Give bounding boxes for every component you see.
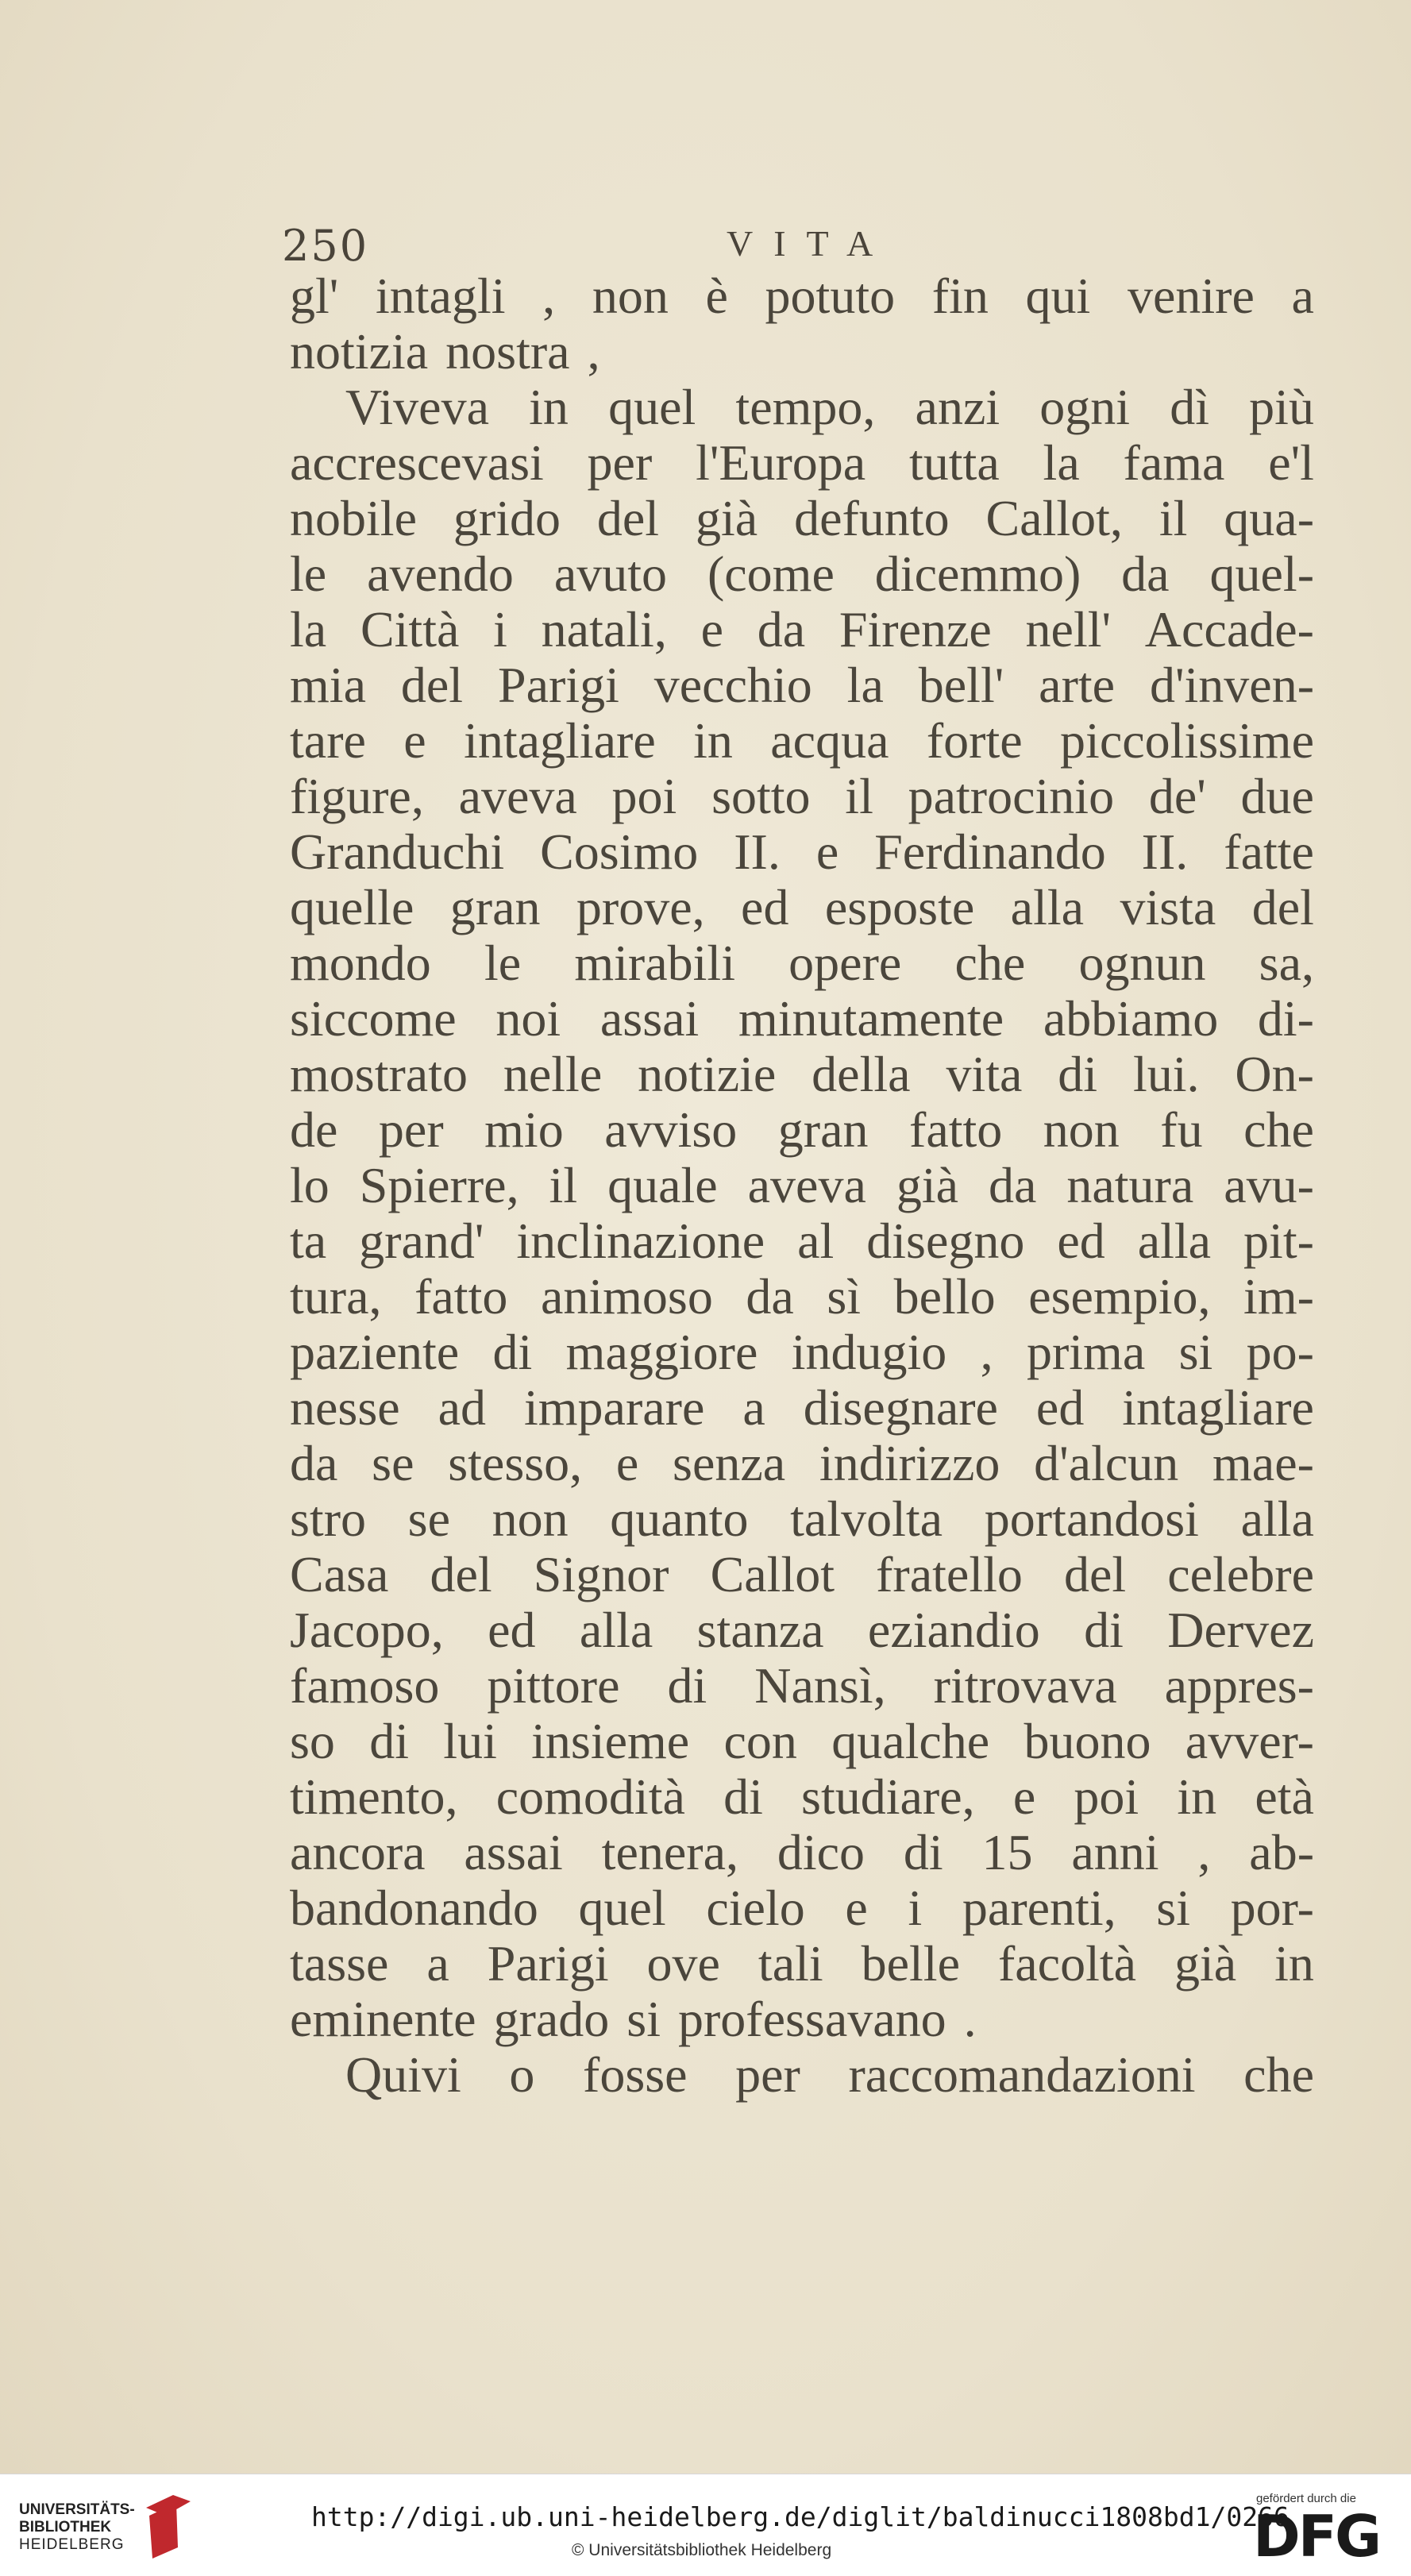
word: Callot xyxy=(710,1546,835,1602)
word: da xyxy=(757,601,806,657)
word: quel- xyxy=(1209,546,1314,602)
word: qua- xyxy=(1224,490,1314,546)
word: indugio xyxy=(791,1324,947,1380)
word: timento, xyxy=(290,1768,458,1825)
word: d'alcun xyxy=(1034,1435,1179,1491)
word: tura, xyxy=(290,1268,382,1325)
word: appres- xyxy=(1164,1657,1314,1714)
word: , xyxy=(1197,1824,1211,1880)
word: se xyxy=(407,1490,450,1547)
word: avver- xyxy=(1185,1713,1314,1769)
word: eziandio xyxy=(867,1602,1040,1658)
body-text xyxy=(290,268,1314,2103)
text-line xyxy=(290,824,1314,880)
word: Accade- xyxy=(1144,601,1314,657)
text-line xyxy=(290,1992,1314,2047)
word: ogni xyxy=(1039,379,1131,435)
word: gran xyxy=(777,1101,869,1158)
word: età xyxy=(1255,1768,1314,1825)
word: talvolta xyxy=(790,1490,943,1547)
word: di xyxy=(492,1324,533,1380)
word: qualche xyxy=(831,1713,990,1769)
word: i xyxy=(908,1880,923,1936)
word: lui. xyxy=(1132,1046,1200,1102)
word: tenera, xyxy=(601,1824,738,1880)
word: Callot, xyxy=(985,490,1123,546)
word: forte xyxy=(926,712,1023,769)
word: le xyxy=(484,935,522,991)
text-line xyxy=(290,1269,1314,1325)
word: nesse xyxy=(290,1379,400,1436)
word: aveva xyxy=(747,1157,866,1213)
word: tasse xyxy=(290,1935,389,1992)
word: dicemmo) xyxy=(874,546,1081,602)
running-title: VITA xyxy=(727,223,894,264)
word: vista xyxy=(1120,879,1216,935)
text-line xyxy=(290,2047,1314,2103)
word: nelle xyxy=(503,1046,603,1102)
word: esposte xyxy=(824,879,975,935)
word: senza xyxy=(673,1435,786,1491)
text-line xyxy=(290,1436,1314,1491)
word: quanto xyxy=(610,1490,749,1547)
text-line xyxy=(290,1491,1314,1547)
word: di xyxy=(903,1824,943,1880)
word: sa, xyxy=(1259,935,1314,991)
text-line xyxy=(290,1213,1314,1269)
word: di xyxy=(667,1657,707,1714)
word: stanza xyxy=(696,1602,824,1658)
text-line xyxy=(290,657,1314,713)
word: Ferdinando xyxy=(874,823,1106,880)
dfg-logo[interactable]: DFG xyxy=(1253,2503,1380,2570)
text-line xyxy=(290,268,1314,324)
word: comodità xyxy=(495,1768,685,1825)
word: opere xyxy=(788,935,902,991)
word: II. xyxy=(734,823,781,880)
word: che xyxy=(954,935,1026,991)
library-name-line1: UNIVERSITÄTS- xyxy=(19,2501,135,2518)
word: del xyxy=(400,657,464,713)
word: avu- xyxy=(1224,1157,1314,1213)
word: se xyxy=(372,1435,414,1491)
word: e xyxy=(815,823,839,880)
word: sotto xyxy=(711,768,811,824)
word: potuto xyxy=(765,268,896,324)
word: poi xyxy=(611,768,677,824)
word: maggiore xyxy=(565,1324,758,1380)
word: natali, xyxy=(541,601,667,657)
word: e xyxy=(615,1435,639,1491)
text-line xyxy=(290,1936,1314,1992)
word: il xyxy=(1158,490,1188,546)
copyright-text: © Universitätsbibliothek Heidelberg xyxy=(572,2541,832,2559)
word: avendo xyxy=(367,546,514,602)
text-line xyxy=(290,880,1314,935)
word: si xyxy=(1178,1324,1213,1380)
word: fama xyxy=(1123,434,1225,491)
word: aveva xyxy=(458,768,577,824)
word: Signor xyxy=(533,1546,669,1602)
word: del xyxy=(1251,879,1314,935)
text-line xyxy=(290,1714,1314,1769)
word: de xyxy=(290,1101,338,1158)
word: poi xyxy=(1074,1768,1139,1825)
text-line xyxy=(290,991,1314,1047)
word: bello xyxy=(893,1268,996,1325)
word: cielo xyxy=(706,1880,805,1936)
word: arte xyxy=(1039,657,1116,713)
word: da xyxy=(746,1268,794,1325)
word: quel xyxy=(578,1880,666,1936)
dfg-funding-note: gefördert durch die xyxy=(1256,2492,1356,2505)
library-logo-icon[interactable] xyxy=(141,2492,197,2560)
word: tempo, xyxy=(735,379,876,435)
word: a xyxy=(742,1379,765,1436)
word: a xyxy=(1291,268,1314,324)
word: nostra xyxy=(445,323,570,380)
word: avuto xyxy=(553,546,668,602)
word: alla xyxy=(579,1602,653,1658)
word: di xyxy=(1058,1046,1098,1102)
word: si xyxy=(626,1991,661,2047)
word: già xyxy=(695,490,758,546)
word: ta xyxy=(290,1213,327,1269)
word: grido xyxy=(453,490,561,546)
word: tali xyxy=(758,1935,823,1992)
word: Dervez xyxy=(1167,1602,1314,1658)
word: i xyxy=(493,601,507,657)
word: , xyxy=(542,268,556,324)
word: fu xyxy=(1160,1101,1203,1158)
word: Casa xyxy=(290,1546,389,1602)
word: Spierre, xyxy=(359,1157,519,1213)
text-line xyxy=(290,1158,1314,1213)
word: notizia xyxy=(290,323,429,380)
word: Granduchi xyxy=(290,823,505,880)
word: im- xyxy=(1243,1268,1314,1325)
word: de' xyxy=(1148,768,1206,824)
word: da xyxy=(988,1157,1037,1213)
word: figure, xyxy=(290,768,424,824)
text-line xyxy=(290,1102,1314,1158)
word: e'l xyxy=(1268,434,1314,491)
word: animoso xyxy=(540,1268,713,1325)
word: lui xyxy=(443,1713,497,1769)
word: e xyxy=(403,712,426,769)
word: tare xyxy=(290,712,366,769)
word: II. xyxy=(1141,823,1189,880)
word: pit- xyxy=(1243,1213,1314,1269)
word: so xyxy=(290,1713,335,1769)
word: e xyxy=(700,601,723,657)
word: per xyxy=(587,434,653,491)
word: il xyxy=(549,1157,578,1213)
word: piccolissime xyxy=(1060,712,1314,769)
word: anni xyxy=(1071,1824,1159,1880)
word: la xyxy=(290,601,327,657)
text-line xyxy=(290,769,1314,824)
word: fatto xyxy=(414,1268,508,1325)
word: Quivi xyxy=(345,2046,461,2103)
word: nobile xyxy=(290,490,417,546)
word: paziente xyxy=(290,1324,460,1380)
word: fatte xyxy=(1224,823,1314,880)
word: ad xyxy=(438,1379,486,1436)
word: eminente xyxy=(290,1991,476,2047)
word: patrocinio xyxy=(908,768,1115,824)
page-number: 250 xyxy=(282,221,369,271)
word: prima xyxy=(1026,1324,1146,1380)
word: tutta xyxy=(908,434,1000,491)
word: minutamente xyxy=(738,990,1004,1047)
word: mondo xyxy=(290,935,431,991)
word: l'Europa xyxy=(696,434,866,491)
text-line xyxy=(290,1769,1314,1825)
text-line xyxy=(290,435,1314,491)
text-line xyxy=(290,546,1314,602)
word: 15 xyxy=(981,1824,1033,1880)
word: intagliare xyxy=(464,712,656,769)
word: dico xyxy=(777,1824,865,1880)
word: pittore xyxy=(487,1657,620,1714)
word: stesso, xyxy=(448,1435,583,1491)
word: Viveva xyxy=(345,379,489,435)
word: raccomandazioni xyxy=(848,2046,1196,2103)
word: notizie xyxy=(638,1046,777,1102)
word: dì xyxy=(1170,379,1209,435)
text-line xyxy=(290,491,1314,546)
word: gran xyxy=(449,879,541,935)
word: bell' xyxy=(918,657,1004,713)
word: quelle xyxy=(290,879,414,935)
word: portandosi xyxy=(984,1490,1199,1547)
footer-bar xyxy=(0,2474,1411,2576)
word: di xyxy=(1084,1602,1124,1658)
word: assai xyxy=(464,1824,563,1880)
word: fin xyxy=(931,268,989,324)
word: siccome xyxy=(290,990,457,1047)
text-line xyxy=(290,1602,1314,1658)
word: fatto xyxy=(909,1101,1003,1158)
word: On- xyxy=(1235,1046,1314,1102)
word: per xyxy=(378,1101,444,1158)
word: quale xyxy=(607,1157,718,1213)
text-line xyxy=(290,1880,1314,1936)
word: già xyxy=(1174,1935,1237,1992)
word: è xyxy=(705,268,728,324)
word: belle xyxy=(861,1935,960,1992)
word: ove xyxy=(646,1935,720,1992)
word: alla xyxy=(1137,1213,1212,1269)
word: in xyxy=(529,379,569,435)
word: famoso xyxy=(290,1657,440,1714)
word: ed xyxy=(741,879,789,935)
word: già xyxy=(896,1157,958,1213)
word: parenti, xyxy=(962,1880,1116,1936)
word: che xyxy=(1243,2046,1314,2103)
word: celebre xyxy=(1167,1546,1314,1602)
word: stro xyxy=(290,1490,366,1547)
word: vita xyxy=(946,1046,1023,1102)
library-name-line3: HEIDELBERG xyxy=(19,2536,125,2553)
word: Firenze xyxy=(839,601,992,657)
word: alla xyxy=(1010,879,1085,935)
word: di- xyxy=(1257,990,1314,1047)
word: gl' xyxy=(290,268,339,324)
word: fratello xyxy=(876,1546,1023,1602)
word: esempio, xyxy=(1028,1268,1211,1325)
word: o xyxy=(509,2046,535,2103)
word: e xyxy=(1012,1768,1036,1825)
text-line xyxy=(290,713,1314,769)
word: grado xyxy=(493,1991,610,2047)
word: disegno xyxy=(866,1213,1025,1269)
text-line xyxy=(290,1658,1314,1714)
word: . xyxy=(963,1991,977,2047)
text-line xyxy=(290,1325,1314,1380)
word: da xyxy=(290,1435,338,1491)
word: sì xyxy=(827,1268,862,1325)
word: del xyxy=(596,490,660,546)
text-line xyxy=(290,380,1314,435)
word: assai xyxy=(599,990,700,1047)
text-line xyxy=(290,1547,1314,1602)
word: acqua xyxy=(770,712,889,769)
word: ritrovava xyxy=(933,1657,1117,1714)
word: ognun xyxy=(1078,935,1206,991)
word: del xyxy=(430,1546,492,1602)
word: Città xyxy=(360,601,460,657)
word: al xyxy=(797,1213,835,1269)
word: non xyxy=(592,268,669,324)
word: si xyxy=(1156,1880,1190,1936)
word: quel xyxy=(608,379,696,435)
text-line xyxy=(290,1825,1314,1880)
word: la xyxy=(846,657,884,713)
word: ancora xyxy=(290,1824,426,1880)
word: di xyxy=(369,1713,409,1769)
word: due xyxy=(1240,768,1314,824)
word: lo xyxy=(290,1157,330,1213)
word: nell' xyxy=(1025,601,1112,657)
word: ed xyxy=(1035,1379,1085,1436)
word: ab- xyxy=(1249,1824,1314,1880)
word: del xyxy=(1063,1546,1127,1602)
word: a xyxy=(426,1935,449,1992)
word: noi xyxy=(495,990,561,1047)
text-line xyxy=(290,1380,1314,1436)
word: Parigi xyxy=(497,657,619,713)
permalink-url[interactable]: http://digi.ub.uni-heidelberg.de/diglit/baldinucci1808bd1/0266 xyxy=(311,2501,1290,2532)
word: in xyxy=(693,712,733,769)
word: inclinazione xyxy=(516,1213,765,1269)
word: anzi xyxy=(915,379,1000,435)
text-line xyxy=(290,324,1314,380)
word: fosse xyxy=(583,2046,688,2103)
word: disegnare xyxy=(803,1379,998,1436)
word: indirizzo xyxy=(819,1435,1000,1491)
word: buono xyxy=(1024,1713,1151,1769)
word: vecchio xyxy=(653,657,812,713)
word: le xyxy=(290,546,327,602)
text-line xyxy=(290,602,1314,657)
word: non xyxy=(1043,1101,1120,1158)
word: in xyxy=(1274,1935,1314,1992)
word: Jacopo, xyxy=(290,1602,444,1658)
word: da xyxy=(1121,546,1170,602)
word: abbiamo xyxy=(1043,990,1219,1047)
word: (come xyxy=(707,546,835,602)
word: grand' xyxy=(359,1213,484,1269)
word: il xyxy=(845,768,873,824)
word: studiare, xyxy=(801,1768,975,1825)
word: mirabili xyxy=(574,935,735,991)
word: bandonando xyxy=(290,1880,538,1936)
word: qui xyxy=(1025,268,1091,324)
word: non xyxy=(492,1490,569,1547)
word: mio xyxy=(484,1101,564,1158)
word: intagli xyxy=(375,268,506,324)
word: imparare xyxy=(523,1379,705,1436)
text-line xyxy=(290,1047,1314,1102)
word: di xyxy=(723,1768,763,1825)
text-line xyxy=(290,935,1314,991)
word: avviso xyxy=(604,1101,738,1158)
word: mae- xyxy=(1212,1435,1314,1491)
word: facoltà xyxy=(997,1935,1137,1992)
word: Nansì, xyxy=(754,1657,886,1714)
word: defunto xyxy=(794,490,950,546)
library-name[interactable] xyxy=(19,2501,135,2554)
word: alla xyxy=(1240,1490,1314,1547)
word: natura xyxy=(1066,1157,1194,1213)
word: por- xyxy=(1230,1880,1314,1936)
word: più xyxy=(1249,379,1314,435)
word: venire xyxy=(1127,268,1255,324)
word: Cosimo xyxy=(540,823,699,880)
word: insieme xyxy=(531,1713,690,1769)
word: ed xyxy=(488,1602,536,1658)
word: la xyxy=(1043,434,1080,491)
word: mia xyxy=(290,657,366,713)
word: d'inven- xyxy=(1149,657,1314,713)
word: con xyxy=(723,1713,797,1769)
word: mostrato xyxy=(290,1046,468,1102)
word: professavano xyxy=(677,1991,946,2047)
word: Parigi xyxy=(487,1935,609,1992)
word: , xyxy=(980,1324,993,1380)
word: prove, xyxy=(576,879,705,935)
word: in xyxy=(1177,1768,1217,1825)
word: ed xyxy=(1057,1213,1105,1269)
word: po- xyxy=(1246,1324,1314,1380)
word: e xyxy=(845,1880,868,1936)
word: che xyxy=(1243,1101,1314,1158)
library-name-line2: BIBLIOTHEK xyxy=(19,2519,112,2536)
word: intagliare xyxy=(1122,1379,1314,1436)
word: per xyxy=(735,2046,800,2103)
word: accrescevasi xyxy=(290,434,544,491)
word: , xyxy=(587,323,600,380)
word: della xyxy=(812,1046,911,1102)
